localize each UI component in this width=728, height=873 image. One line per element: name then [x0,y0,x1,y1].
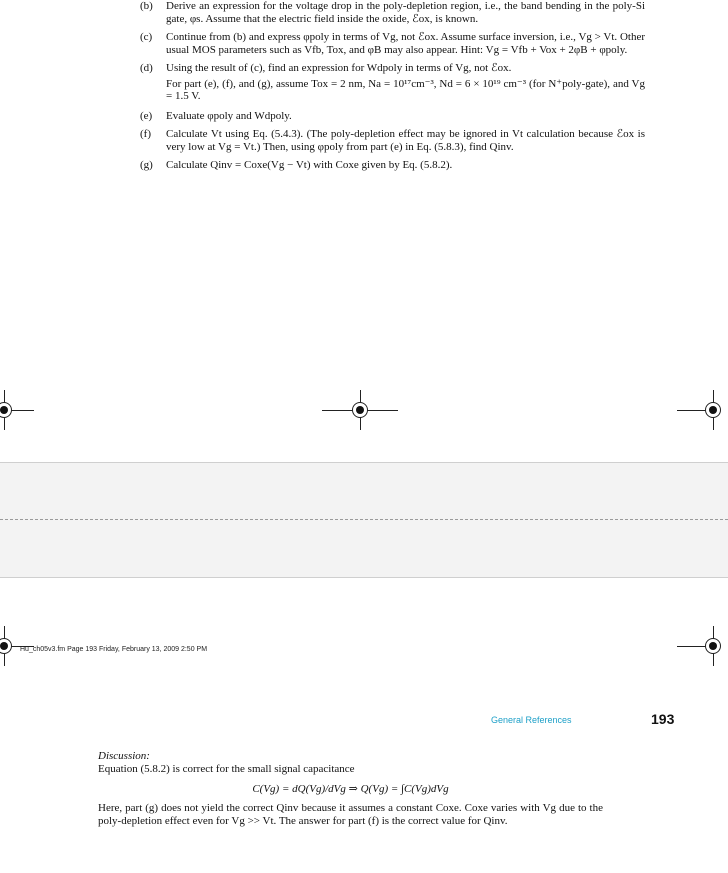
discussion-intro: Equation (5.8.2) is correct for the small signal capacitance [98,763,355,775]
registration-mark-icon [350,400,370,420]
assumptions-note: For part (e), (f), and (g), assume Tox = 2 nm, Na = 10¹⁷cm⁻³, Nd = 6 × 10¹⁹ cm⁻³ (for N⁺poly-gate), and Vg = 1.5 V. [166,77,645,102]
problem-text: Continue from (b) and express φpoly in terms of Vg, not ℰox. Assume surface inversion, i.e., Vg > Vt. Other usual MOS parameters such as Vfb, Tox, and φB may also appear. Hint: Vg = Vfb + Vox + 2φB + φpoly. [166,31,645,56]
problem-label: (b) [140,0,153,12]
print-slug: Hu_ch05v3.fm Page 193 Friday, February 13, 2009 2:50 PM [20,646,208,653]
problem-text: Calculate Vt using Eq. (5.4.3). (The poly-depletion effect may be ignored in Vt calculation because ℰox is very low at Vg = Vt.) Then, using φpoly from part (e) in Eq. (5.8.3), find Qinv. [166,128,645,153]
registration-mark-icon [703,636,723,656]
problem-text: Evaluate φpoly and Wdpoly. [166,109,292,122]
page-gap-band [0,462,728,578]
problem-label: (c) [140,31,153,43]
problem-item [140,159,645,172]
discussion-title: Discussion: [98,750,150,762]
problem-item [140,0,645,25]
problem-item [140,110,645,123]
problem-text: Derive an expression for the voltage drop in the poly-depletion region, i.e., the band bending in the poly-Si gate, φs. Assume that the electric field inside the oxide, ℰox, is known. [166,0,645,25]
discussion-section [98,750,603,828]
problem-label: (d) [140,62,153,74]
problem-label: (f) [140,128,151,140]
registration-mark-icon [703,400,723,420]
problem-label: (g) [140,159,153,171]
registration-marks-row [0,400,728,420]
problem-text: Calculate Qinv = Coxe(Vg − Vt) with Coxe given by Eq. (5.8.2). [166,159,453,171]
registration-mark-icon [0,636,14,656]
problem-list [140,0,645,178]
problem-item [140,128,645,153]
equation: C(Vg) = dQ(Vg)/dVg ⇒ Q(Vg) = ∫C(Vg)dVg [252,783,449,795]
problem-text: Using the result of (c), find an expression for Wdpoly in terms of Vg, not ℰox. [166,62,512,74]
page-number: 193 [651,711,675,727]
problem-label: (e) [140,109,153,122]
problem-item [140,62,645,75]
page-break-line [0,519,728,520]
problem-item [140,31,645,56]
running-header-section: General References [491,715,572,725]
discussion-body: Here, part (g) does not yield the correct Qinv because it assumes a constant Coxe. Coxe varies with Vg due to the poly-depletion effect even for Vg >> Vt. The answer for part (f) is the correct value for Qinv. [98,802,603,827]
registration-mark-icon [0,400,14,420]
